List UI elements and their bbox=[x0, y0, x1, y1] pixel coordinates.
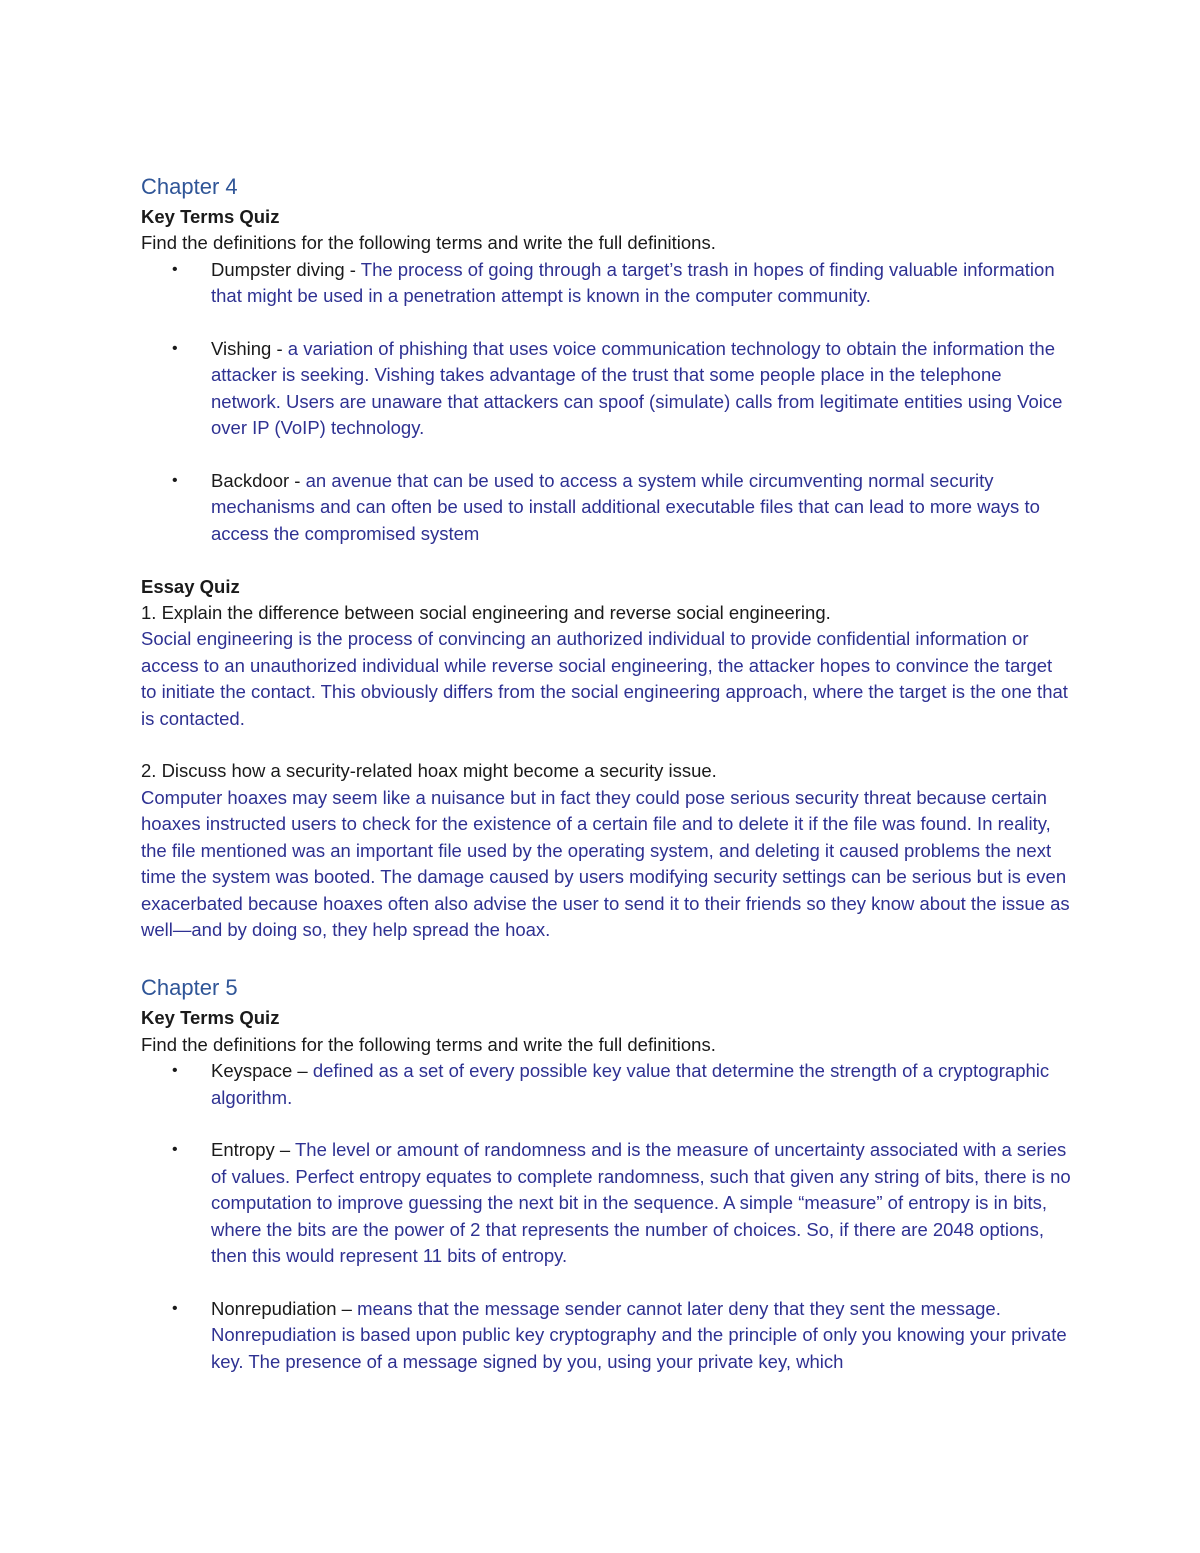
document-page bbox=[141, 172, 1071, 1375]
term-definition: The process of going through a target’s trash in hopes of finding valuable information that might be used in a penetration attempt is known in the computer community. bbox=[211, 258, 1055, 307]
essay-question-1: 1. Explain the difference between social engineering and reverse social engineering. bbox=[141, 602, 831, 624]
chapter-5-heading: Chapter 5 bbox=[141, 975, 238, 1001]
term-definition: means that the message sender cannot later deny that they sent the message. Nonrepudiation is based upon public key cryptography and the principle of only you knowing your private key. The presence of a message signed by you, using your private key, which bbox=[211, 1297, 1067, 1372]
term-definition: defined as a set of every possible key value that determine the strength of a cryptographic algorithm. bbox=[211, 1060, 1050, 1108]
term-item-keyspace bbox=[141, 1058, 1071, 1111]
chapter-4-term-list bbox=[141, 257, 1071, 547]
term-definition: an avenue that can be used to access a system while circumventing normal security mechanisms and can often be used to install additional executable files that can lead to more ways to access the compromised system bbox=[211, 470, 1040, 544]
essay-quiz-title: Essay Quiz bbox=[141, 575, 240, 597]
term-name: Vishing - bbox=[211, 338, 288, 360]
term-item-dumpster-diving bbox=[141, 257, 1071, 310]
term-item-backdoor bbox=[141, 468, 1071, 547]
chapter-4-key-terms-title: Key Terms Quiz bbox=[141, 206, 280, 227]
bullet-icon: • bbox=[172, 340, 178, 358]
essay-answer-2: Computer hoaxes may seem like a nuisance but in fact they could pose serious security threat because certain hoaxes instructed users to check for the existence of a certain file and to delete it if the file was found. In reality, the file mentioned was an important file used by the operating system, and deleting it caused problems the next time the system was booted. The damage caused by users modifying security settings can be serious but is even exacerbated because hoaxes often also advise the user to send it to their friends so they know about the issue as well—and by doing so, they help spread the hoax. bbox=[141, 786, 1070, 940]
chapter-4-instructions: Find the definitions for the following terms and write the full definitions. bbox=[141, 232, 716, 254]
term-name: Dumpster diving - bbox=[211, 258, 361, 280]
term-name: Nonrepudiation – bbox=[211, 1297, 358, 1319]
bullet-icon: • bbox=[172, 1062, 178, 1080]
term-item-vishing bbox=[141, 336, 1071, 442]
chapter-5-section bbox=[141, 973, 1071, 1375]
term-name: Backdoor - bbox=[211, 470, 306, 492]
essay-question-2: 2. Discuss how a security-related hoax might become a security issue. bbox=[141, 760, 717, 782]
bullet-icon: • bbox=[172, 472, 178, 490]
term-name: Entropy – bbox=[211, 1139, 295, 1161]
chapter-5-key-terms-title: Key Terms Quiz bbox=[141, 1007, 280, 1029]
chapter-4-heading: Chapter 4 bbox=[141, 174, 238, 199]
chapter-5-term-list bbox=[141, 1058, 1071, 1375]
term-name: Keyspace – bbox=[211, 1060, 313, 1082]
bullet-icon: • bbox=[172, 1299, 178, 1317]
term-definition: The level or amount of randomness and is the measure of uncertainty associated with a series of values. Perfect entropy equates to complete randomness, such that given any string of bits, there is no computation to improve guessing the next bit in the sequence. A simple “measure” of entropy is in bits, where the bits are the power of 2 that represents the number of choices. So, if there are 2048 options, then this would represent 11 bits of entropy. bbox=[211, 1139, 1071, 1266]
term-item-entropy bbox=[141, 1137, 1071, 1269]
chapter-4-section bbox=[141, 172, 1071, 943]
essay-answer-1: Social engineering is the process of convincing an authorized individual to provide confidential information or access to an unauthorized individual while reverse social engineering, the attacker hopes to convince the target to initiate the contact. This obviously differs from the social engineering approach, where the target is the one that is contacted. bbox=[141, 628, 1068, 729]
term-definition: a variation of phishing that uses voice communication technology to obtain the information the attacker is seeking. Vishing takes advantage of the trust that some people place in the telephone network. Users are unaware that attackers can spoof (simulate) calls from legitimate entities using Voice over IP (VoIP) technology. bbox=[211, 338, 1063, 439]
bullet-icon: • bbox=[172, 260, 178, 278]
bullet-icon: • bbox=[172, 1141, 178, 1159]
chapter-5-instructions: Find the definitions for the following terms and write the full definitions. bbox=[141, 1033, 716, 1055]
term-item-nonrepudiation bbox=[141, 1296, 1071, 1375]
